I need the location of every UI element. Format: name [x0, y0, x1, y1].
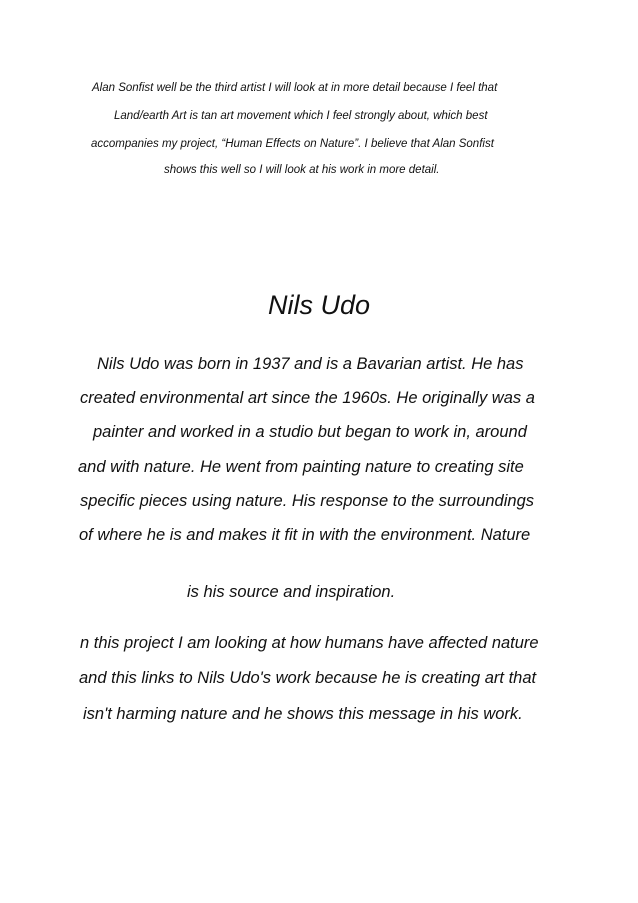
link-line: and this links to Nils Udo's work because he is creating art that	[79, 669, 537, 687]
bio-line: is his source and inspiration.	[187, 583, 396, 601]
link-line: n this project I am looking at how humans have affected nature	[80, 634, 539, 652]
intro-line: Land/earth Art is tan art movement which I feel strongly about, which best	[114, 110, 488, 122]
bio-line: specific pieces using nature. His response to the surroundings	[80, 492, 534, 510]
intro-line: accompanies my project, “Human Effects on Nature”. I believe that Alan Sonfist	[91, 138, 494, 150]
intro-line: Alan Sonfist well be the third artist I will look at in more detail because I feel that	[92, 82, 498, 94]
bio-line: painter and worked in a studio but began to work in, around	[93, 423, 527, 441]
section-title: Nils Udo	[267, 290, 371, 320]
link-line: isn't harming nature and he shows this message in his work.	[83, 705, 523, 723]
bio-line: of where he is and makes it fit in with the environment. Nature	[79, 526, 531, 544]
intro-line: shows this well so I will look at his work in more detail.	[164, 164, 440, 176]
bio-line: created environmental art since the 1960s. He originally was a	[80, 389, 535, 407]
bio-line: Nils Udo was born in 1937 and is a Bavarian artist. He has	[97, 355, 524, 373]
bio-line: and with nature. He went from painting nature to creating site	[78, 458, 524, 476]
